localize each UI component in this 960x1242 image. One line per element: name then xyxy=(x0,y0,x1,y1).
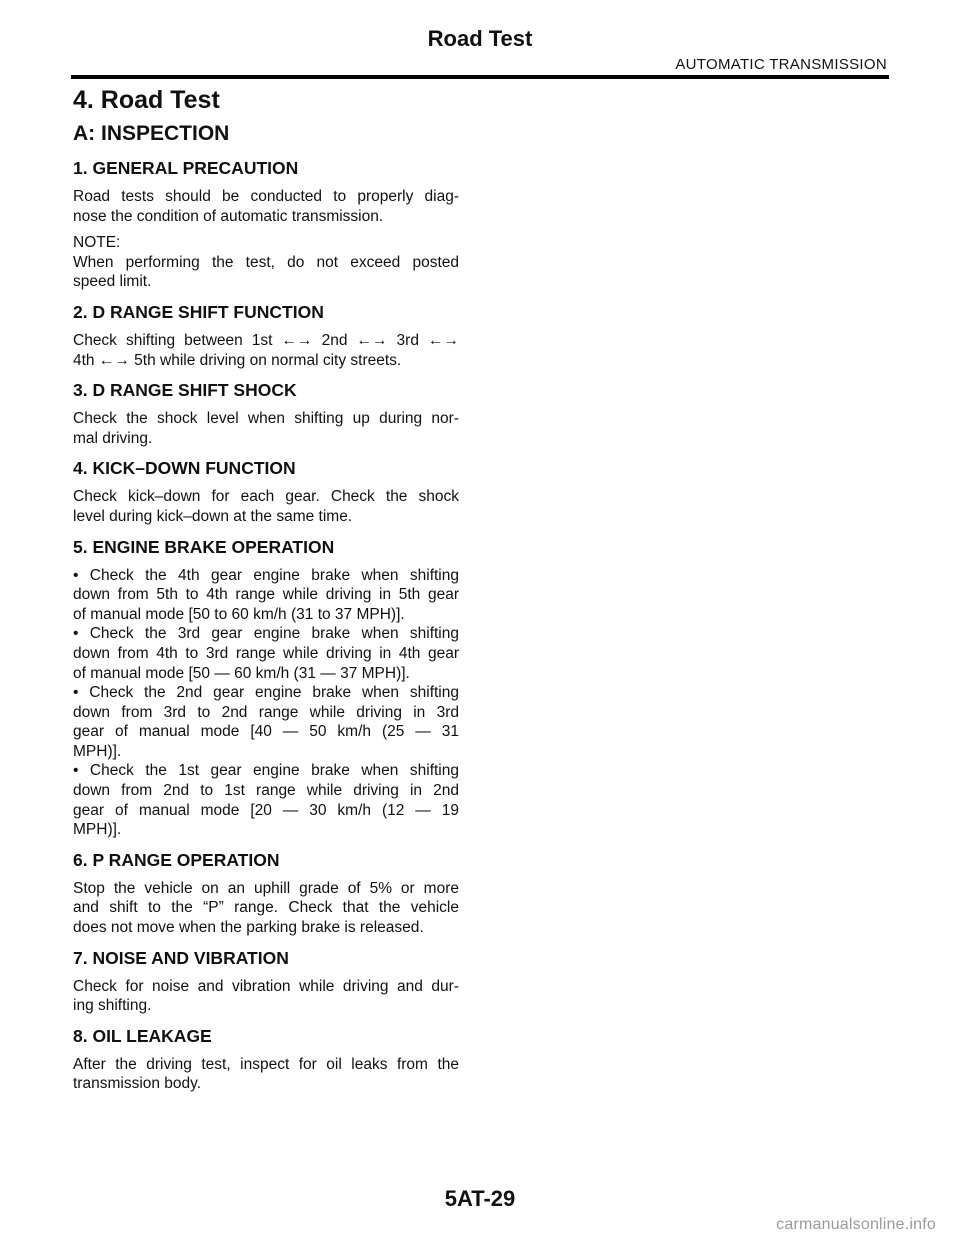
body-line: speed limit. xyxy=(73,273,152,291)
body-line: When performing the test, do not exceed posted xyxy=(73,253,459,271)
body-line: Check for noise and vibration while driving and dur- xyxy=(73,977,459,995)
header-section-name: AUTOMATIC TRANSMISSION xyxy=(675,56,887,73)
section-heading: 5. ENGINE BRAKE OPERATION xyxy=(73,536,335,557)
section-oil-leakage xyxy=(73,1026,459,1094)
bullet-item xyxy=(73,624,459,683)
header-title: Road Test xyxy=(427,26,533,51)
body-line: down from 4th to 3rd range while driving in 4th gear xyxy=(73,644,459,662)
section-body xyxy=(73,977,459,1016)
body-line: nose the condition of automatic transmission. xyxy=(73,207,384,225)
body-line: of manual mode [50 to 60 km/h (31 to 37 MPH)]. xyxy=(73,605,405,623)
body-line: of manual mode [50 — 60 km/h (31 — 37 MPH)]. xyxy=(73,664,410,682)
section-body xyxy=(73,331,459,370)
body-line: ing shifting. xyxy=(73,997,152,1015)
body-line: mal driving. xyxy=(73,429,153,447)
note-label: NOTE: xyxy=(73,234,121,252)
note-body xyxy=(73,253,459,292)
section-body xyxy=(73,187,459,226)
section-body xyxy=(73,487,459,526)
section-heading: 8. OIL LEAKAGE xyxy=(73,1025,212,1046)
body-line: gear of manual mode [20 — 30 km/h (12 — 19 xyxy=(73,801,459,819)
section-body xyxy=(73,1055,459,1094)
section-engine-brake-operation xyxy=(73,537,459,840)
body-line: After the driving test, inspect for oil leaks from the xyxy=(73,1055,459,1073)
body-line: and shift to the “P” range. Check that the vehicle xyxy=(73,899,459,917)
body-line: Check kick–down for each gear. Check the shock xyxy=(73,488,459,506)
page-number: 5AT-29 xyxy=(444,1186,516,1211)
section-body xyxy=(73,409,459,448)
body-line: down from 2nd to 1st range while driving in 2nd xyxy=(73,782,459,800)
section-heading: 4. KICK–DOWN FUNCTION xyxy=(73,458,296,479)
body-line: level during kick–down at the same time. xyxy=(73,507,353,525)
bullet-item xyxy=(73,683,459,761)
body-line: down from 5th to 4th range while driving in 5th gear xyxy=(73,586,459,604)
body-line: transmission body. xyxy=(73,1075,202,1093)
content-column xyxy=(73,86,459,1101)
section-kick-down-function xyxy=(73,458,459,526)
bullet-item xyxy=(73,566,459,625)
body-line: Check the shock level when shifting up during nor- xyxy=(73,410,459,428)
section-d-range-shift-shock xyxy=(73,380,459,448)
body-line: • Check the 1st gear engine brake when shifting xyxy=(73,762,459,780)
body-line: MPH)]. xyxy=(73,821,122,839)
body-line: down from 3rd to 2nd range while driving in 3rd xyxy=(73,703,459,721)
section-d-range-shift-function xyxy=(73,302,459,370)
body-line: 4th ←→ 5th while driving on normal city streets. xyxy=(73,351,402,369)
section-noise-and-vibration xyxy=(73,948,459,1016)
subsection-title: A: INSPECTION xyxy=(73,122,230,145)
body-line: • Check the 3rd gear engine brake when shifting xyxy=(73,625,459,643)
section-heading: 7. NOISE AND VIBRATION xyxy=(73,947,289,968)
section-heading: 2. D RANGE SHIFT FUNCTION xyxy=(73,301,324,322)
body-line: gear of manual mode [40 — 50 km/h (25 — 31 xyxy=(73,723,459,741)
section-p-range-operation xyxy=(73,850,459,938)
watermark: carmanualsonline.info xyxy=(776,1216,936,1233)
body-line: Check shifting between 1st ←→ 2nd ←→ 3rd ←→ xyxy=(73,331,459,349)
section-general-precaution xyxy=(73,158,459,292)
section-heading: 3. D RANGE SHIFT SHOCK xyxy=(73,380,297,401)
section-body xyxy=(73,879,459,938)
body-line: does not move when the parking brake is released. xyxy=(73,919,424,937)
body-line: Road tests should be conducted to properly diag- xyxy=(73,188,459,205)
body-line: MPH)]. xyxy=(73,742,122,760)
bullet-item xyxy=(73,761,459,839)
body-line: • Check the 2nd gear engine brake when shifting xyxy=(73,684,459,702)
chapter-title: 4. Road Test xyxy=(73,86,220,114)
header-rule xyxy=(71,75,889,79)
body-line: Stop the vehicle on an uphill grade of 5% or more xyxy=(73,879,459,897)
section-heading: 6. P RANGE OPERATION xyxy=(73,849,280,870)
section-heading: 1. GENERAL PRECAUTION xyxy=(73,158,299,178)
body-line: • Check the 4th gear engine brake when shifting xyxy=(73,566,459,584)
